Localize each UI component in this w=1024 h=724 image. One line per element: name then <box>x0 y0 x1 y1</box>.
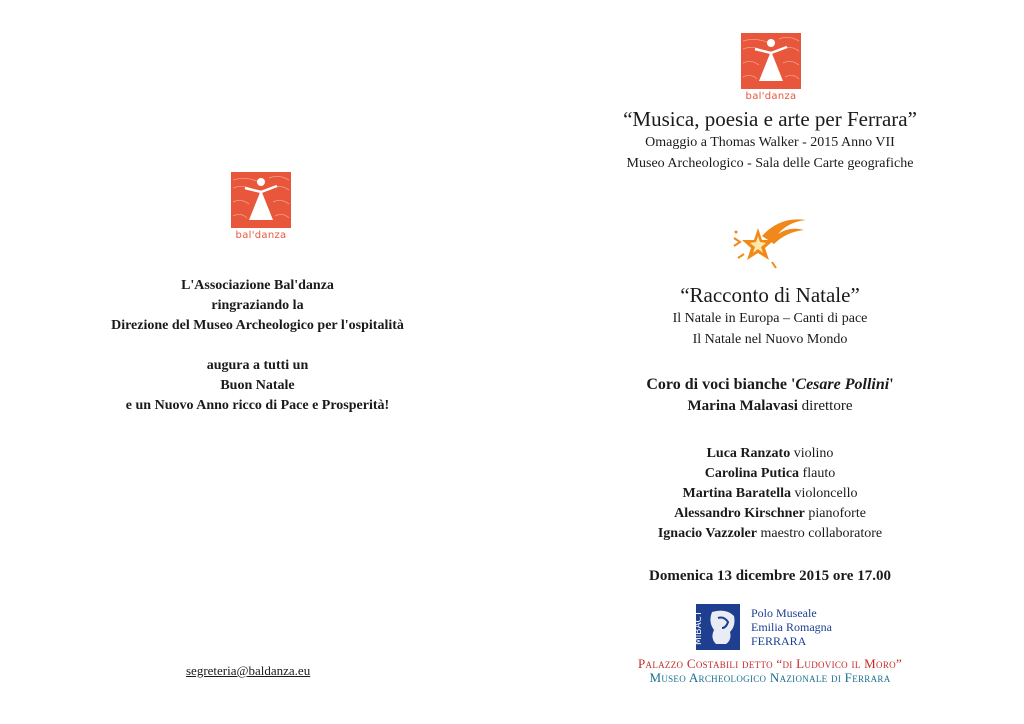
event-date: Domenica 13 dicembre 2015 ore 17.00 <box>649 568 891 584</box>
choir-block <box>595 374 945 417</box>
event-header <box>595 106 945 174</box>
performer-row <box>595 524 945 544</box>
shooting-star-icon <box>728 214 812 274</box>
email-link[interactable]: segreteria@baldanza.eu <box>186 663 311 678</box>
performer-row <box>595 444 945 464</box>
performer-row <box>595 464 945 484</box>
performer-name: Ignacio Vazzoler <box>657 526 757 541</box>
director-role: direttore <box>801 398 853 414</box>
polo-line-2: Emilia Romagna <box>751 620 832 634</box>
performer-role: pianoforte <box>808 506 866 521</box>
museo-archeologico: Museo Archeologico Nazionale di Ferrara <box>649 670 891 685</box>
concert-subtitle-1: Il Natale in Europa – Canti di pace <box>672 311 868 326</box>
thanks-line-3: Direzione del Museo Archeologico per l'ospitalità <box>111 318 404 333</box>
choir-line <box>595 374 945 396</box>
logo-caption-left: bal'danza <box>235 230 287 241</box>
greeting-line-2: Buon Natale <box>220 378 295 393</box>
performer-role: flauto <box>802 466 836 481</box>
director-name: Marina Malavasi <box>687 398 798 414</box>
performer-role: maestro collaboratore <box>760 526 883 541</box>
baldanza-logo-left <box>231 172 291 228</box>
performer-role: violino <box>793 446 834 461</box>
palazzo-costabili: Palazzo Costabili detto “di Ludovico il Moro” <box>637 656 903 671</box>
event-subtitle-1: Omaggio a Thomas Walker - 2015 Anno VII <box>645 135 895 150</box>
performer-name: Luca Ranzato <box>706 446 791 461</box>
thanks-line-1: L'Associazione Bal'danza <box>181 278 334 293</box>
concert-title: “Racconto di Natale” <box>680 283 860 307</box>
performer-name: Carolina Putica <box>704 466 800 481</box>
choir-suffix: ' <box>889 376 894 393</box>
thanks-message <box>40 276 475 336</box>
director-line <box>595 396 945 417</box>
performer-name: Martina Baratella <box>682 486 791 501</box>
thanks-line-2: ringraziando la <box>211 298 304 313</box>
polo-line-1: Polo Museale <box>751 606 817 620</box>
choir-prefix: Coro di voci bianche ' <box>646 376 796 393</box>
performer-row <box>595 484 945 504</box>
polo-museale <box>751 606 832 648</box>
performer-row <box>595 504 945 524</box>
performer-role: violoncello <box>794 486 858 501</box>
greeting-line-1: augura a tutti un <box>206 358 309 373</box>
baldanza-logo-right <box>741 33 801 89</box>
event-subtitle-2: Museo Archeologico - Sala delle Carte geografiche <box>626 156 914 171</box>
performers-list <box>595 444 945 544</box>
dancer-logo-icon <box>231 172 291 228</box>
choir-name: Cesare Pollini <box>795 376 890 393</box>
polo-line-3: FERRARA <box>751 634 807 648</box>
greeting-line-3: e un Nuovo Anno ricco di Pace e Prosperità! <box>125 398 390 413</box>
concert-subtitle-2: Il Natale nel Nuovo Mondo <box>692 332 848 347</box>
mibac-label: MiBACT <box>694 610 704 646</box>
performer-name: Alessandro Kirschner <box>674 506 805 521</box>
dancer-logo-icon <box>741 33 801 89</box>
concert-header <box>595 282 945 350</box>
event-title: “Musica, poesia e arte per Ferrara” <box>623 107 917 131</box>
logo-caption-right: bal'danza <box>745 91 797 102</box>
greeting-message <box>40 356 475 416</box>
